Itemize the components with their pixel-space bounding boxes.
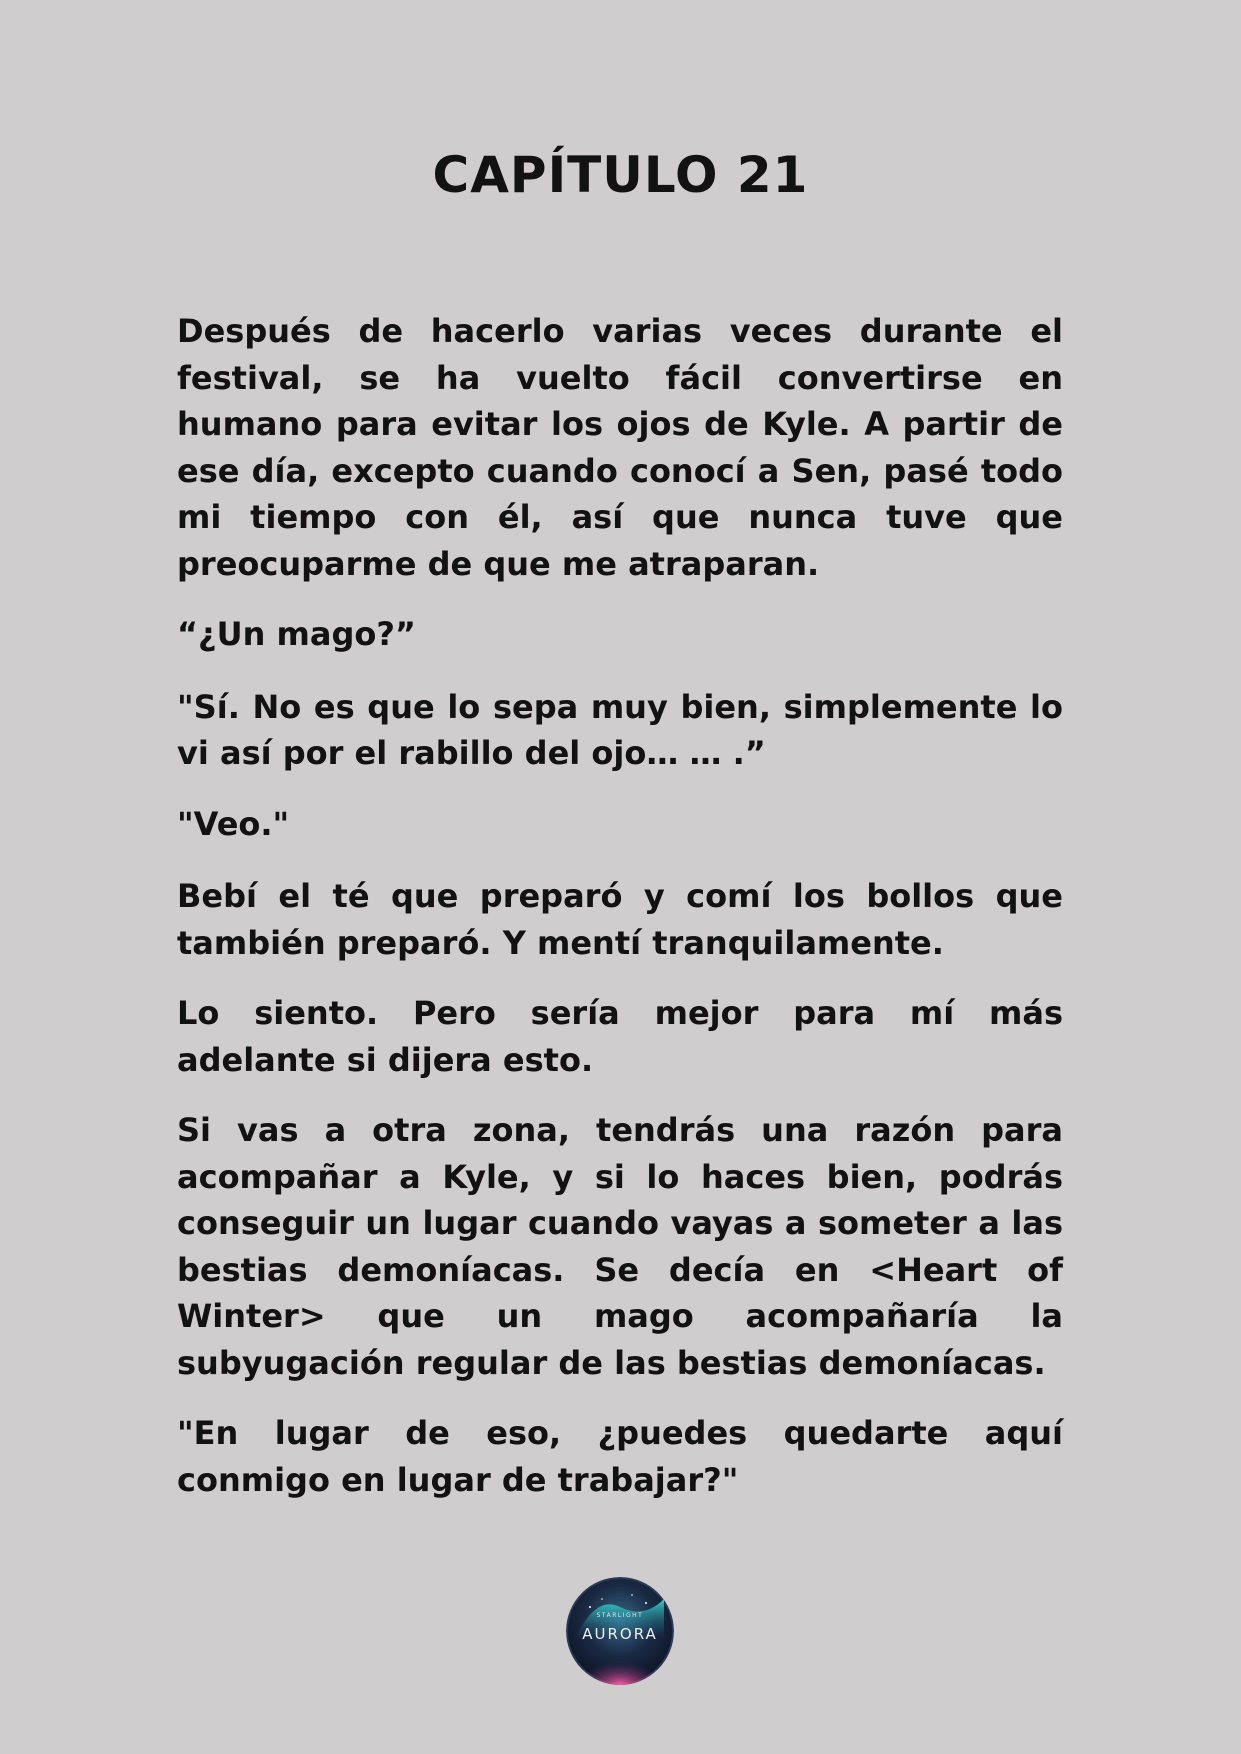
paragraph: Después de hacerlo varias veces durante el festival, se ha vuelto fácil convertirse en humano para evitar los ojos de Kyle. A partir de ese día, excepto cuando conocí a Sen, pasé todo mi tiempo con él, así que nunca tuve que preocuparme de que me atraparan.: [177, 312, 1063, 583]
chapter-body: [177, 308, 1063, 1527]
logo-top-text: STARLIGHT: [596, 1612, 644, 1619]
paragraph: "Sí. No es que lo sepa muy bien, simplemente lo vi así por el rabillo del ojo… … .”: [177, 687, 1063, 772]
paragraph: Bebí el té que preparó y comí los bollos que también preparó. Y mentí tranquilamente.: [177, 877, 1063, 962]
paragraph: "En lugar de eso, ¿puedes quedarte aquí conmigo en lugar de trabajar?": [177, 1414, 1063, 1499]
logo-main-text: AURORA: [582, 1625, 658, 1643]
chapter-title: CAPÍTULO 21: [432, 146, 809, 204]
aurora-logo-icon: [566, 1577, 674, 1685]
paragraph: Si vas a otra zona, tendrás una razón para acompañar a Kyle, y si lo haces bien, podrás conseguir un lugar cuando vayas a someter a las bestias demoníacas. Se decía en <Heart of Winter> que un mago acompañaría la subyugación regular de las bestias demoníacas.: [177, 1111, 1063, 1382]
paragraph: "Veo.": [177, 804, 290, 843]
paragraph: “¿Un mago?”: [177, 615, 416, 653]
paragraph: Lo siento. Pero sería mejor para mí más adelante si dijera esto.: [177, 994, 1063, 1079]
